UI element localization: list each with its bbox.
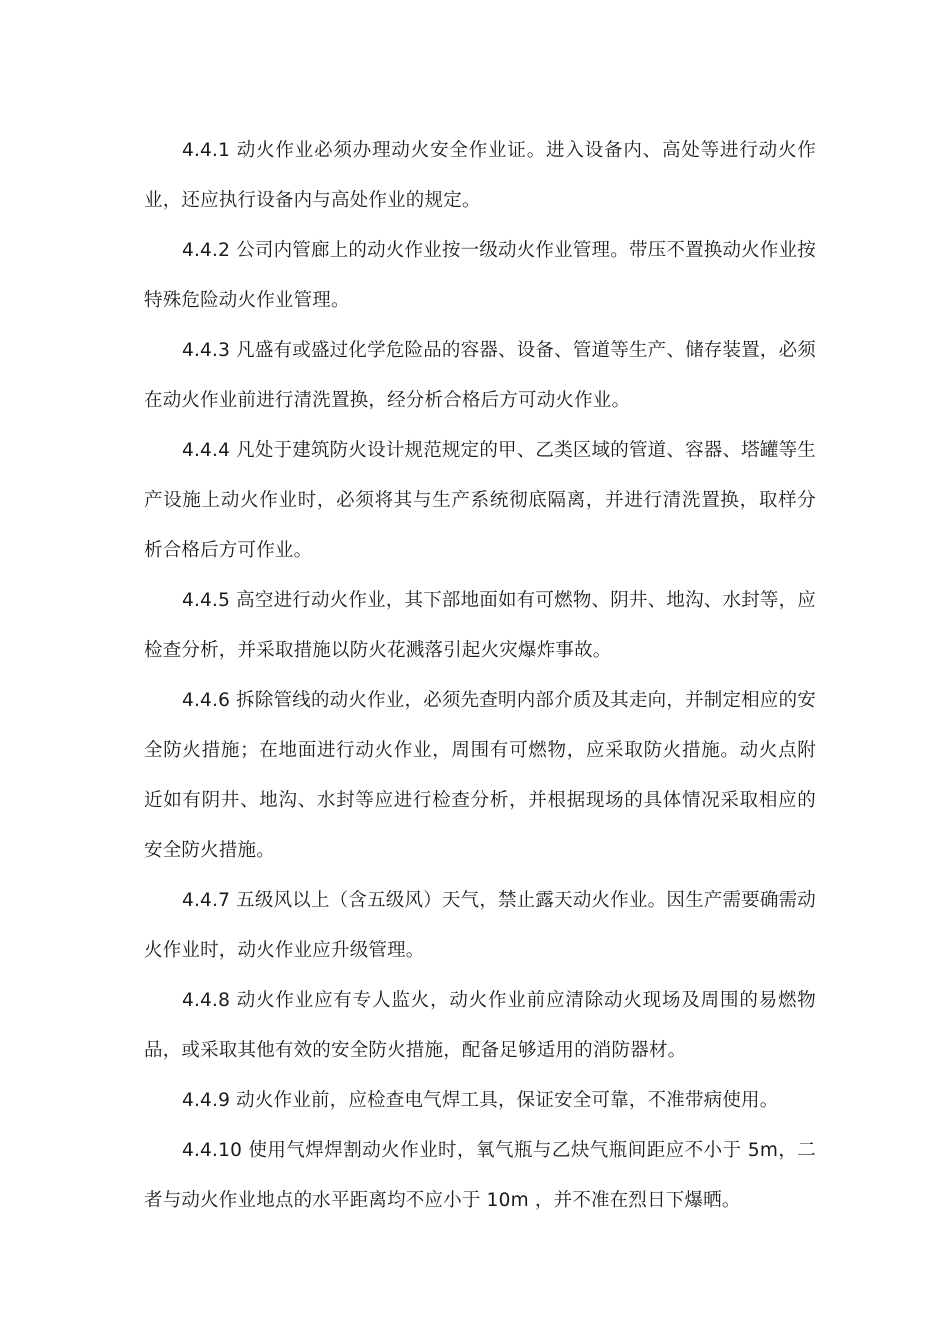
document-body bbox=[144, 126, 816, 1226]
paragraph-4-4-10: 4.4.10 使用气焊焊割动火作业时，氧气瓶与乙炔气瓶间距应不小于 5m，二者与动火作业地点的水平距离均不应小于 10m ，并不准在烈日下爆晒。 bbox=[144, 1140, 816, 1211]
paragraph-4-4-6: 4.4.6 拆除管线的动火作业，必须先查明内部介质及其走向，并制定相应的安全防火措施；在地面进行动火作业，周围有可燃物，应采取防火措施。动火点附近如有阴井、地沟、水封等应进行检查分析，并根据现场的具体情况采取相应的安全防火措施。 bbox=[144, 690, 816, 861]
paragraph-4-4-9: 4.4.9 动火作业前，应检查电气焊工具，保证安全可靠，不准带病使用。 bbox=[182, 1090, 779, 1111]
paragraph-4-4-2: 4.4.2 公司内管廊上的动火作业按一级动火作业管理。带压不置换动火作业按特殊危险动火作业管理。 bbox=[144, 240, 816, 311]
paragraph-4-4-4: 4.4.4 凡处于建筑防火设计规范规定的甲、乙类区域的管道、容器、塔罐等生产设施上动火作业时，必须将其与生产系统彻底隔离，并进行清洗置换，取样分析合格后方可作业。 bbox=[144, 440, 816, 561]
paragraph-4-4-8: 4.4.8 动火作业应有专人监火，动火作业前应清除动火现场及周围的易燃物品，或采取其他有效的安全防火措施，配备足够适用的消防器材。 bbox=[144, 990, 816, 1061]
paragraph-4-4-1: 4.4.1 动火作业必须办理动火安全作业证。进入设备内、高处等进行动火作业，还应执行设备内与高处作业的规定。 bbox=[144, 140, 816, 211]
paragraph-4-4-5: 4.4.5 高空进行动火作业，其下部地面如有可燃物、阴井、地沟、水封等，应检查分析，并采取措施以防火花溅落引起火灾爆炸事故。 bbox=[144, 590, 816, 661]
paragraph-4-4-7: 4.4.7 五级风以上（含五级风）天气，禁止露天动火作业。因生产需要确需动火作业时，动火作业应升级管理。 bbox=[144, 890, 816, 961]
paragraph-4-4-3: 4.4.3 凡盛有或盛过化学危险品的容器、设备、管道等生产、储存装置，必须在动火作业前进行清洗置换，经分析合格后方可动火作业。 bbox=[144, 340, 816, 411]
